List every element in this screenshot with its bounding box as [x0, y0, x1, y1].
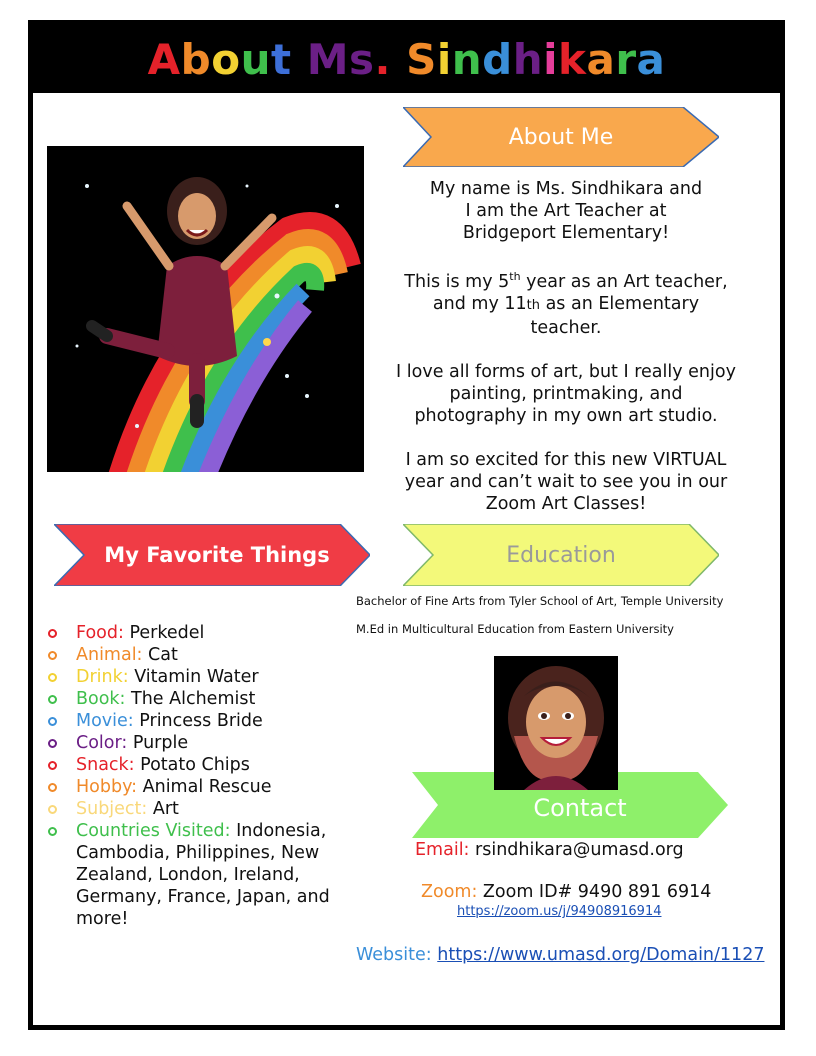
- favorite-value: Princess Bride: [133, 711, 263, 731]
- bullet-icon: [48, 673, 57, 682]
- bullet-icon: [48, 805, 57, 814]
- education-line: Bachelor of Fine Arts from Tyler School of Art, Temple University: [356, 594, 724, 608]
- favorite-value: Indonesia, Cambodia, Philippines, New Zealand, London, Ireland, Germany, France, Japan, and more!: [76, 821, 330, 929]
- email-label: Email:: [415, 840, 470, 860]
- title-letter: a: [586, 34, 616, 84]
- title-letter: A: [147, 34, 181, 84]
- favorites-heading: My Favorite Things: [104, 543, 330, 567]
- about-me-text: [374, 178, 758, 537]
- about-me-heading: About Me: [508, 124, 614, 150]
- bullet-icon: [48, 783, 57, 792]
- about-paragraph: [374, 178, 758, 244]
- zoom-label: Zoom:: [421, 882, 478, 902]
- zoom-value: Zoom ID# 9490 891 6914: [477, 882, 712, 902]
- title-letter: n: [451, 34, 483, 84]
- favorite-key: Countries Visited:: [76, 821, 231, 841]
- about-text-run: teacher.: [530, 317, 602, 338]
- education-heading: Education: [506, 542, 616, 568]
- bullet-icon: [48, 827, 57, 836]
- title-letter: r: [615, 34, 637, 84]
- favorite-value: Perkedel: [123, 623, 205, 643]
- about-text-line: photography in my own art studio.: [414, 405, 718, 426]
- favorite-item: [48, 688, 368, 710]
- favorite-key: Color:: [76, 733, 128, 753]
- bullet-icon: [48, 651, 57, 660]
- about-paragraph: [374, 361, 758, 427]
- title-letter: M: [306, 34, 349, 84]
- bullet-icon: [48, 695, 57, 704]
- favorite-key: Food:: [76, 623, 124, 643]
- bullet-icon: [48, 717, 57, 726]
- about-text-line: I am the Art Teacher at: [465, 201, 667, 221]
- title-letter: k: [558, 34, 587, 84]
- title-letter: [292, 35, 307, 84]
- favorite-key: Snack:: [76, 755, 135, 775]
- title-letter: s: [348, 34, 375, 84]
- favorite-item: [48, 644, 368, 666]
- favorite-value: Purple: [127, 733, 189, 753]
- zoom-link[interactable]: https://zoom.us/j/94908916914: [457, 904, 662, 919]
- title-letter: S: [406, 34, 437, 84]
- favorites-banner: [54, 524, 370, 586]
- title-letter: o: [211, 34, 241, 84]
- favorite-key: Movie:: [76, 711, 134, 731]
- title-letter: d: [482, 34, 513, 84]
- email-value[interactable]: rsindhikara@umasd.org: [469, 840, 684, 860]
- about-text-line: I love all forms of art, but I really enjoy: [396, 361, 736, 382]
- about-text-run: th: [526, 297, 540, 313]
- favorite-value: Cat: [142, 645, 178, 665]
- favorite-value: The Alchemist: [125, 689, 256, 709]
- favorite-item: [48, 820, 368, 930]
- title-letter: i: [436, 34, 452, 84]
- favorite-item: [48, 622, 368, 644]
- about-text-line: year and can’t wait to see you in our: [404, 471, 728, 492]
- contact-zoom: [421, 882, 711, 902]
- favorite-item: [48, 732, 368, 754]
- about-text-run: This is my 5: [404, 271, 510, 292]
- bitmoji-portrait-image: [494, 656, 618, 790]
- favorite-item: [48, 710, 368, 732]
- favorites-list: [48, 622, 368, 930]
- bullet-icon: [48, 629, 57, 638]
- bitmoji-rainbow-image: [47, 146, 364, 472]
- title-bar: [33, 25, 780, 93]
- title-letter: a: [636, 34, 666, 84]
- about-paragraph: [374, 266, 758, 339]
- about-text-line: Bridgeport Elementary!: [462, 223, 670, 243]
- education-line: M.Ed in Multicultural Education from Eastern University: [356, 622, 674, 636]
- ordinal-suffix: th: [509, 270, 521, 283]
- favorite-key: Hobby:: [76, 777, 138, 797]
- title-letter: .: [374, 34, 391, 84]
- about-me-banner: [403, 107, 719, 167]
- title-letter: t: [270, 34, 292, 84]
- favorite-key: Book:: [76, 689, 126, 709]
- title-letter: [391, 35, 406, 84]
- favorite-key: Drink:: [76, 667, 129, 687]
- contact-website: [356, 945, 764, 965]
- favorite-value: Vitamin Water: [128, 667, 259, 687]
- contact-heading: Contact: [533, 794, 627, 822]
- title-letter: u: [240, 34, 271, 84]
- about-text-line: I am so excited for this new VIRTUAL: [405, 449, 727, 470]
- favorite-item: [48, 666, 368, 688]
- bullet-icon: [48, 739, 57, 748]
- title-letter: i: [543, 34, 559, 84]
- favorite-item: [48, 776, 368, 798]
- favorite-item: [48, 754, 368, 776]
- favorite-value: Potato Chips: [134, 755, 250, 775]
- about-text-run: and my 11: [432, 293, 527, 314]
- about-text-line: painting, printmaking, and: [449, 383, 683, 404]
- about-text-run: year as an Art teacher,: [520, 271, 728, 292]
- education-banner: [403, 524, 719, 586]
- favorite-key: Animal:: [76, 645, 143, 665]
- about-paragraph: [374, 449, 758, 515]
- favorite-key: Subject:: [76, 799, 148, 819]
- favorite-value: Art: [147, 799, 179, 819]
- contact-email: [415, 840, 684, 860]
- about-text-line: Zoom Art Classes!: [485, 493, 647, 514]
- about-text-line: My name is Ms. Sindhikara and: [429, 179, 703, 199]
- title-letter: b: [180, 34, 212, 84]
- title-letter: h: [512, 34, 544, 84]
- website-label: Website:: [356, 945, 432, 965]
- about-text-run: as an Elementary: [540, 293, 700, 314]
- page-title: [148, 35, 666, 84]
- favorite-value: Animal Rescue: [137, 777, 272, 797]
- favorite-item: [48, 798, 368, 820]
- bullet-icon: [48, 761, 57, 770]
- website-link[interactable]: https://www.umasd.org/Domain/1127: [437, 945, 765, 965]
